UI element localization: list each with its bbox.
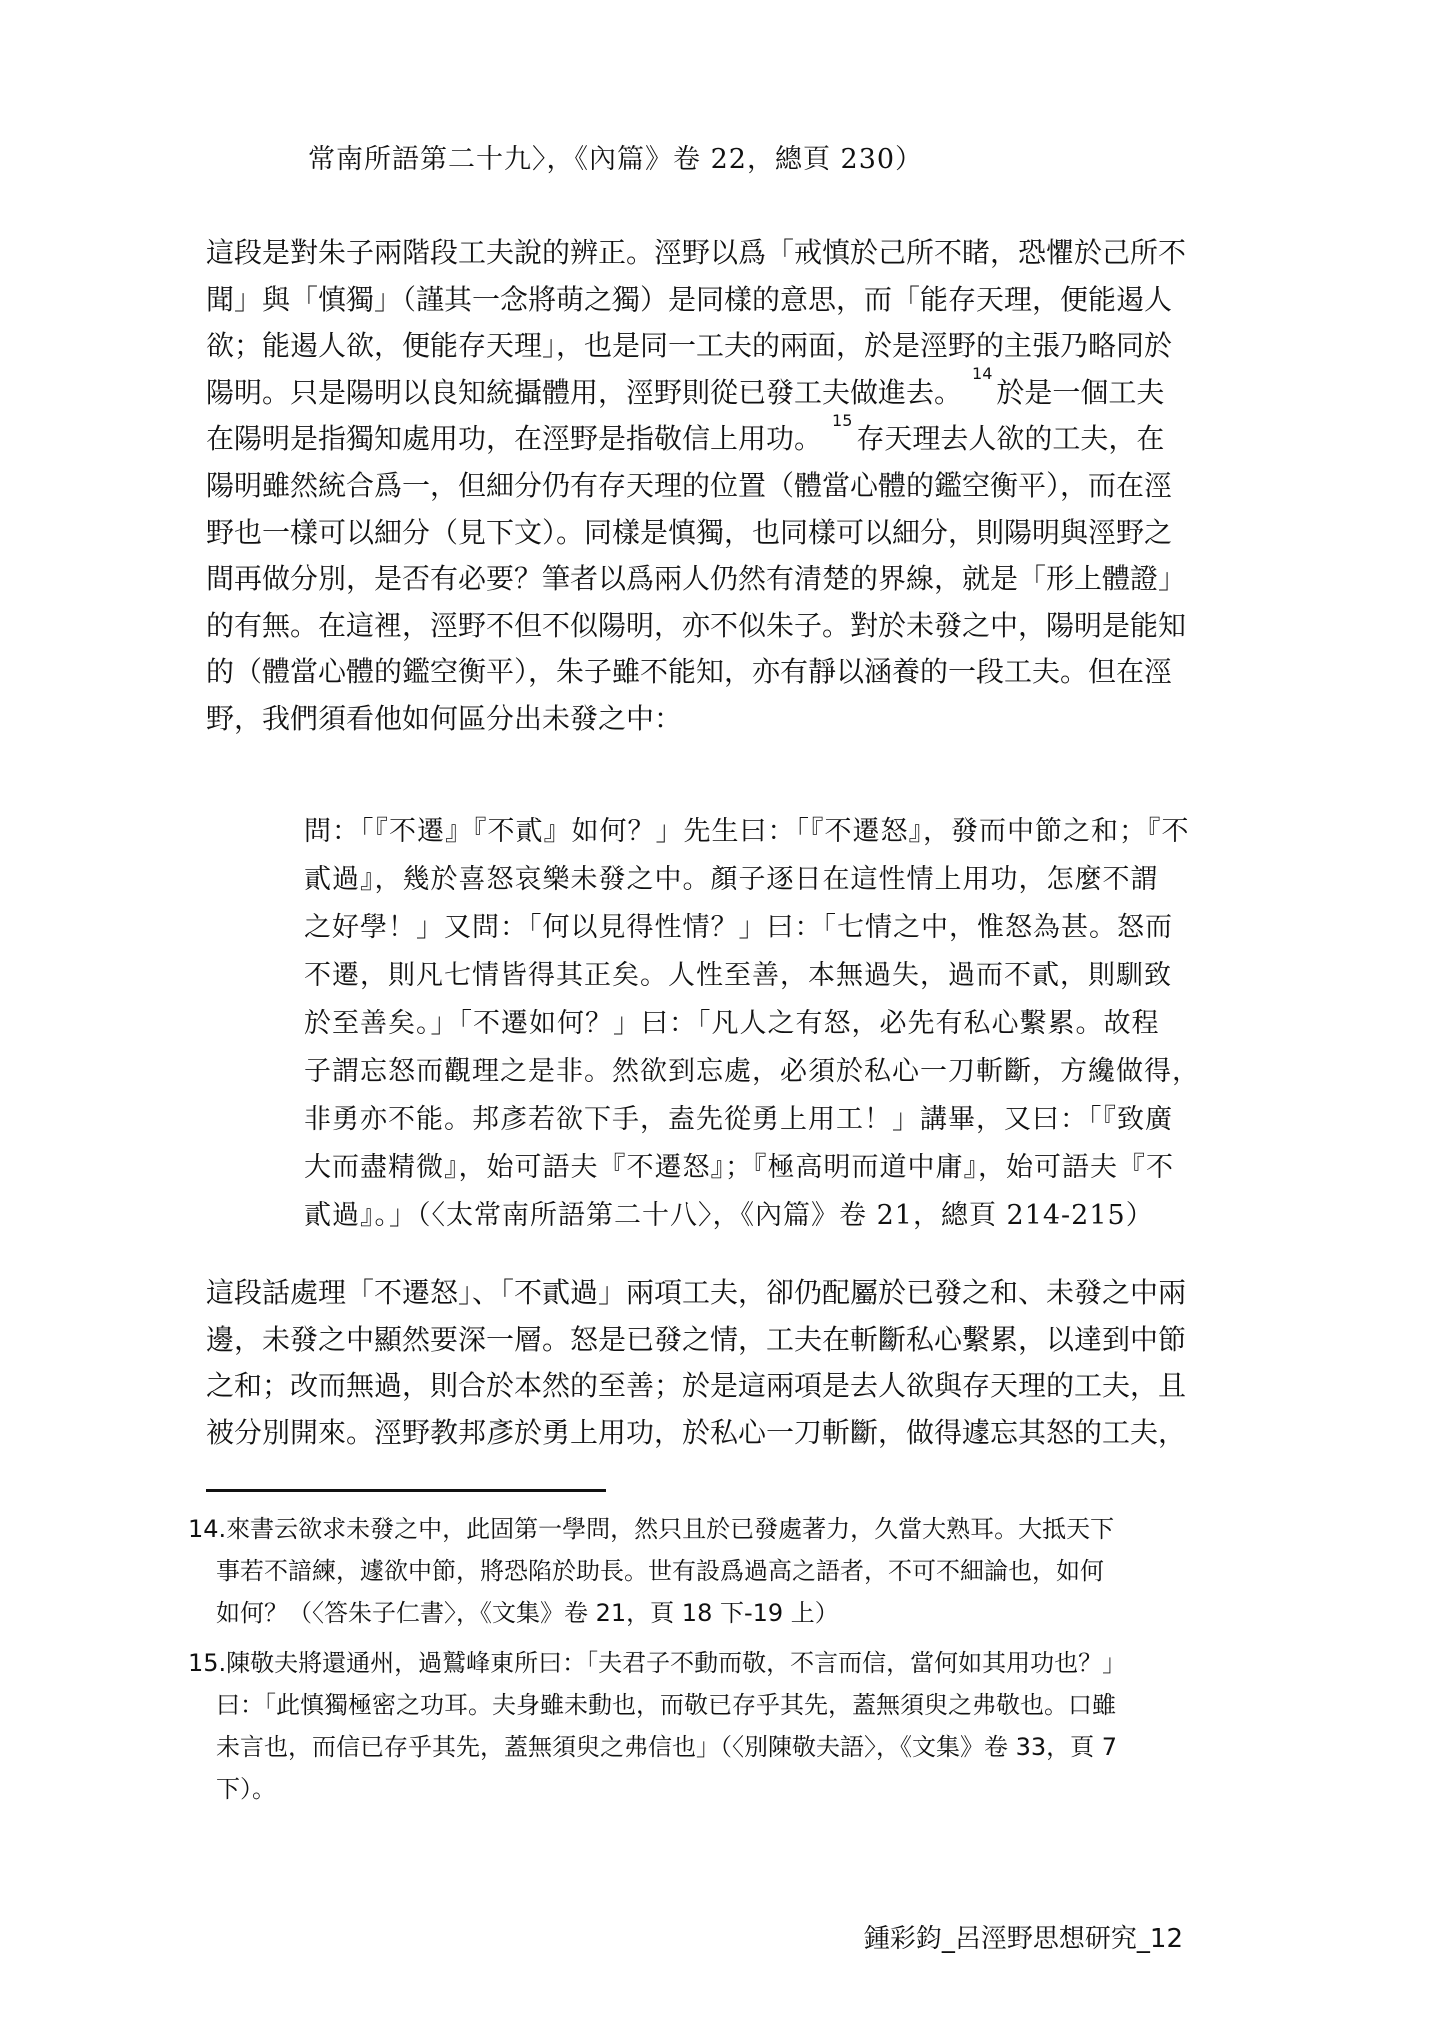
paragraph-line: 陽明雖然統合爲一，但細分仍有存天理的位置（體當心體的鑑空衡平），而在涇 (206, 468, 1173, 502)
footnote-15 (188, 1642, 1218, 1810)
line-text: 在陽明是指獨知處用功，在涇野是指敬信上用功。 (206, 422, 823, 456)
quote-line: 問：「『不遷』『不貳』如何？」先生曰：「『不遷怒』，發而中節之和；『不 (304, 816, 1190, 847)
quote-line: 之好學！」又問：「何以見得性情？」曰：「七情之中，惟怒為甚。怒而 (304, 912, 1173, 943)
quote-line: 非勇亦不能。邦彥若欲下手，盍先從勇上用工！」講畢，又曰：「『致廣 (304, 1104, 1173, 1135)
paragraph-line: 的有無。在這裡，涇野不但不似陽明，亦不似朱子。對於未發之中，陽明是能知 (206, 608, 1187, 642)
footnote-line: 14.來書云欲求未發之中，此固第一學問，然只且於已發處著力，久當大熟耳。大抵天下 (188, 1515, 1115, 1543)
paragraph-line: 這段話處理「不遷怒」、「不貳過」兩項工夫，卻仍配屬於已發之和、未發之中兩 (206, 1276, 1187, 1309)
paragraph-line (206, 364, 1206, 417)
block-quote (304, 808, 1204, 1240)
paragraph-line: 野，我們須看他如何區分出未發之中： (206, 701, 683, 735)
line-text: 於是一個工夫 (996, 375, 1165, 409)
footnote-ref-15[interactable]: 15 (832, 411, 853, 431)
paragraph-line: 這段是對朱子兩階段工夫說的辨正。涇野以爲「戒慎於己所不睹，恐懼於己所不 (206, 236, 1187, 269)
paragraph-line: 之和；改而無過，則合於本然的至善；於是這兩項是去人欲與存天理的工夫，且 (206, 1369, 1187, 1403)
quote-line: 不遷，則凡七情皆得其正矣。人性至善，本無過失，過而不貳，則馴致 (304, 960, 1172, 991)
footnotes (188, 1508, 1218, 1818)
footnote-14 (188, 1508, 1218, 1634)
quote-line: 於至善矣。」「不遷如何？」曰：「凡人之有怒，必先有私心繫累。故程 (304, 1008, 1160, 1039)
paragraph-line: 被分別開來。涇野教邦彥於勇上用功，於私心一刀斬斷，做得遽忘其怒的工夫， (206, 1415, 1187, 1449)
paragraph-2 (206, 1270, 1206, 1456)
footnote-ref-14[interactable]: 14 (972, 364, 993, 384)
paragraph-line: 邊，未發之中顯然要深一層。怒是已發之情，工夫在斬斷私心繫累，以達到中節 (206, 1322, 1187, 1356)
quote-line: 貳過』，幾於喜怒哀樂未發之中。顏子逐日在這性情上用功，怎麼不謂 (304, 864, 1159, 895)
footnote-line: 如何？（〈答朱子仁書〉，《文集》卷 21，頁 18 下-19 上） (216, 1599, 839, 1627)
footnote-line: 未言也，而信已存乎其先，蓋無須臾之弗信也」（〈別陳敬夫語〉，《文集》卷 33，頁 7 (216, 1733, 1118, 1761)
paragraph-1 (206, 230, 1206, 743)
quote-line: 大而盡精微』，始可語夫『不遷怒』；『極高明而道中庸』，始可語夫『不 (304, 1152, 1174, 1183)
paragraph-line: 間再做分別，是否有必要？筆者以爲兩人仍然有清楚的界線，就是「形上體證」 (206, 562, 1187, 596)
footnote-line: 事若不諳練，遽欲中節，將恐陷於助長。世有設爲過高之語者，不可不細論也，如何 (216, 1557, 1104, 1585)
page-footer: 鍾彩鈞_呂涇野思想研究_12 (863, 1924, 1183, 1954)
footnote-line: 曰：「此慎獨極密之功耳。夫身雖未動也，而敬已存乎其先，蓋無須臾之弗敬也。口雖 (216, 1691, 1116, 1719)
paragraph-line (206, 411, 1206, 463)
paragraph-line: 欲；能遏人欲，便能存天理」，也是同一工夫的兩面，於是涇野的主張乃略同於 (206, 329, 1173, 363)
quote-line: 子謂忘怒而觀理之是非。然欲到忘處，必須於私心一刀斬斷，方纔做得， (304, 1056, 1200, 1087)
footnote-line: 15.陳敬夫將還通州，過鷲峰東所曰：「夫君子不動而敬，不言而信，當何如其用功也？」 (188, 1649, 1127, 1677)
line-text: 存天理去人欲的工夫，在 (856, 422, 1165, 456)
footnote-line: 下）。 (216, 1775, 276, 1803)
continued-quote-citation: 常南所語第二十九〉，《內篇》卷 22，總頁 230） (308, 144, 924, 175)
footnote-divider (206, 1489, 606, 1492)
paragraph-line: 野也一樣可以細分（見下文）。同樣是慎獨，也同樣可以細分，則陽明與涇野之 (206, 515, 1173, 549)
paragraph-line: 的（體當心體的鑑空衡平），朱子雖不能知，亦有靜以涵養的一段工夫。但在涇 (206, 655, 1173, 689)
quote-line: 貳過』。」（〈太常南所語第二十八〉，《內篇》卷 21，總頁 214-215） (304, 1200, 1154, 1231)
paragraph-line: 聞」與「慎獨」（謹其一念將萌之獨）是同樣的意思，而「能存天理，便能遏人 (206, 282, 1173, 316)
line-text: 陽明。只是陽明以良知統攝體用，涇野則從已發工夫做進去。 (206, 375, 963, 409)
